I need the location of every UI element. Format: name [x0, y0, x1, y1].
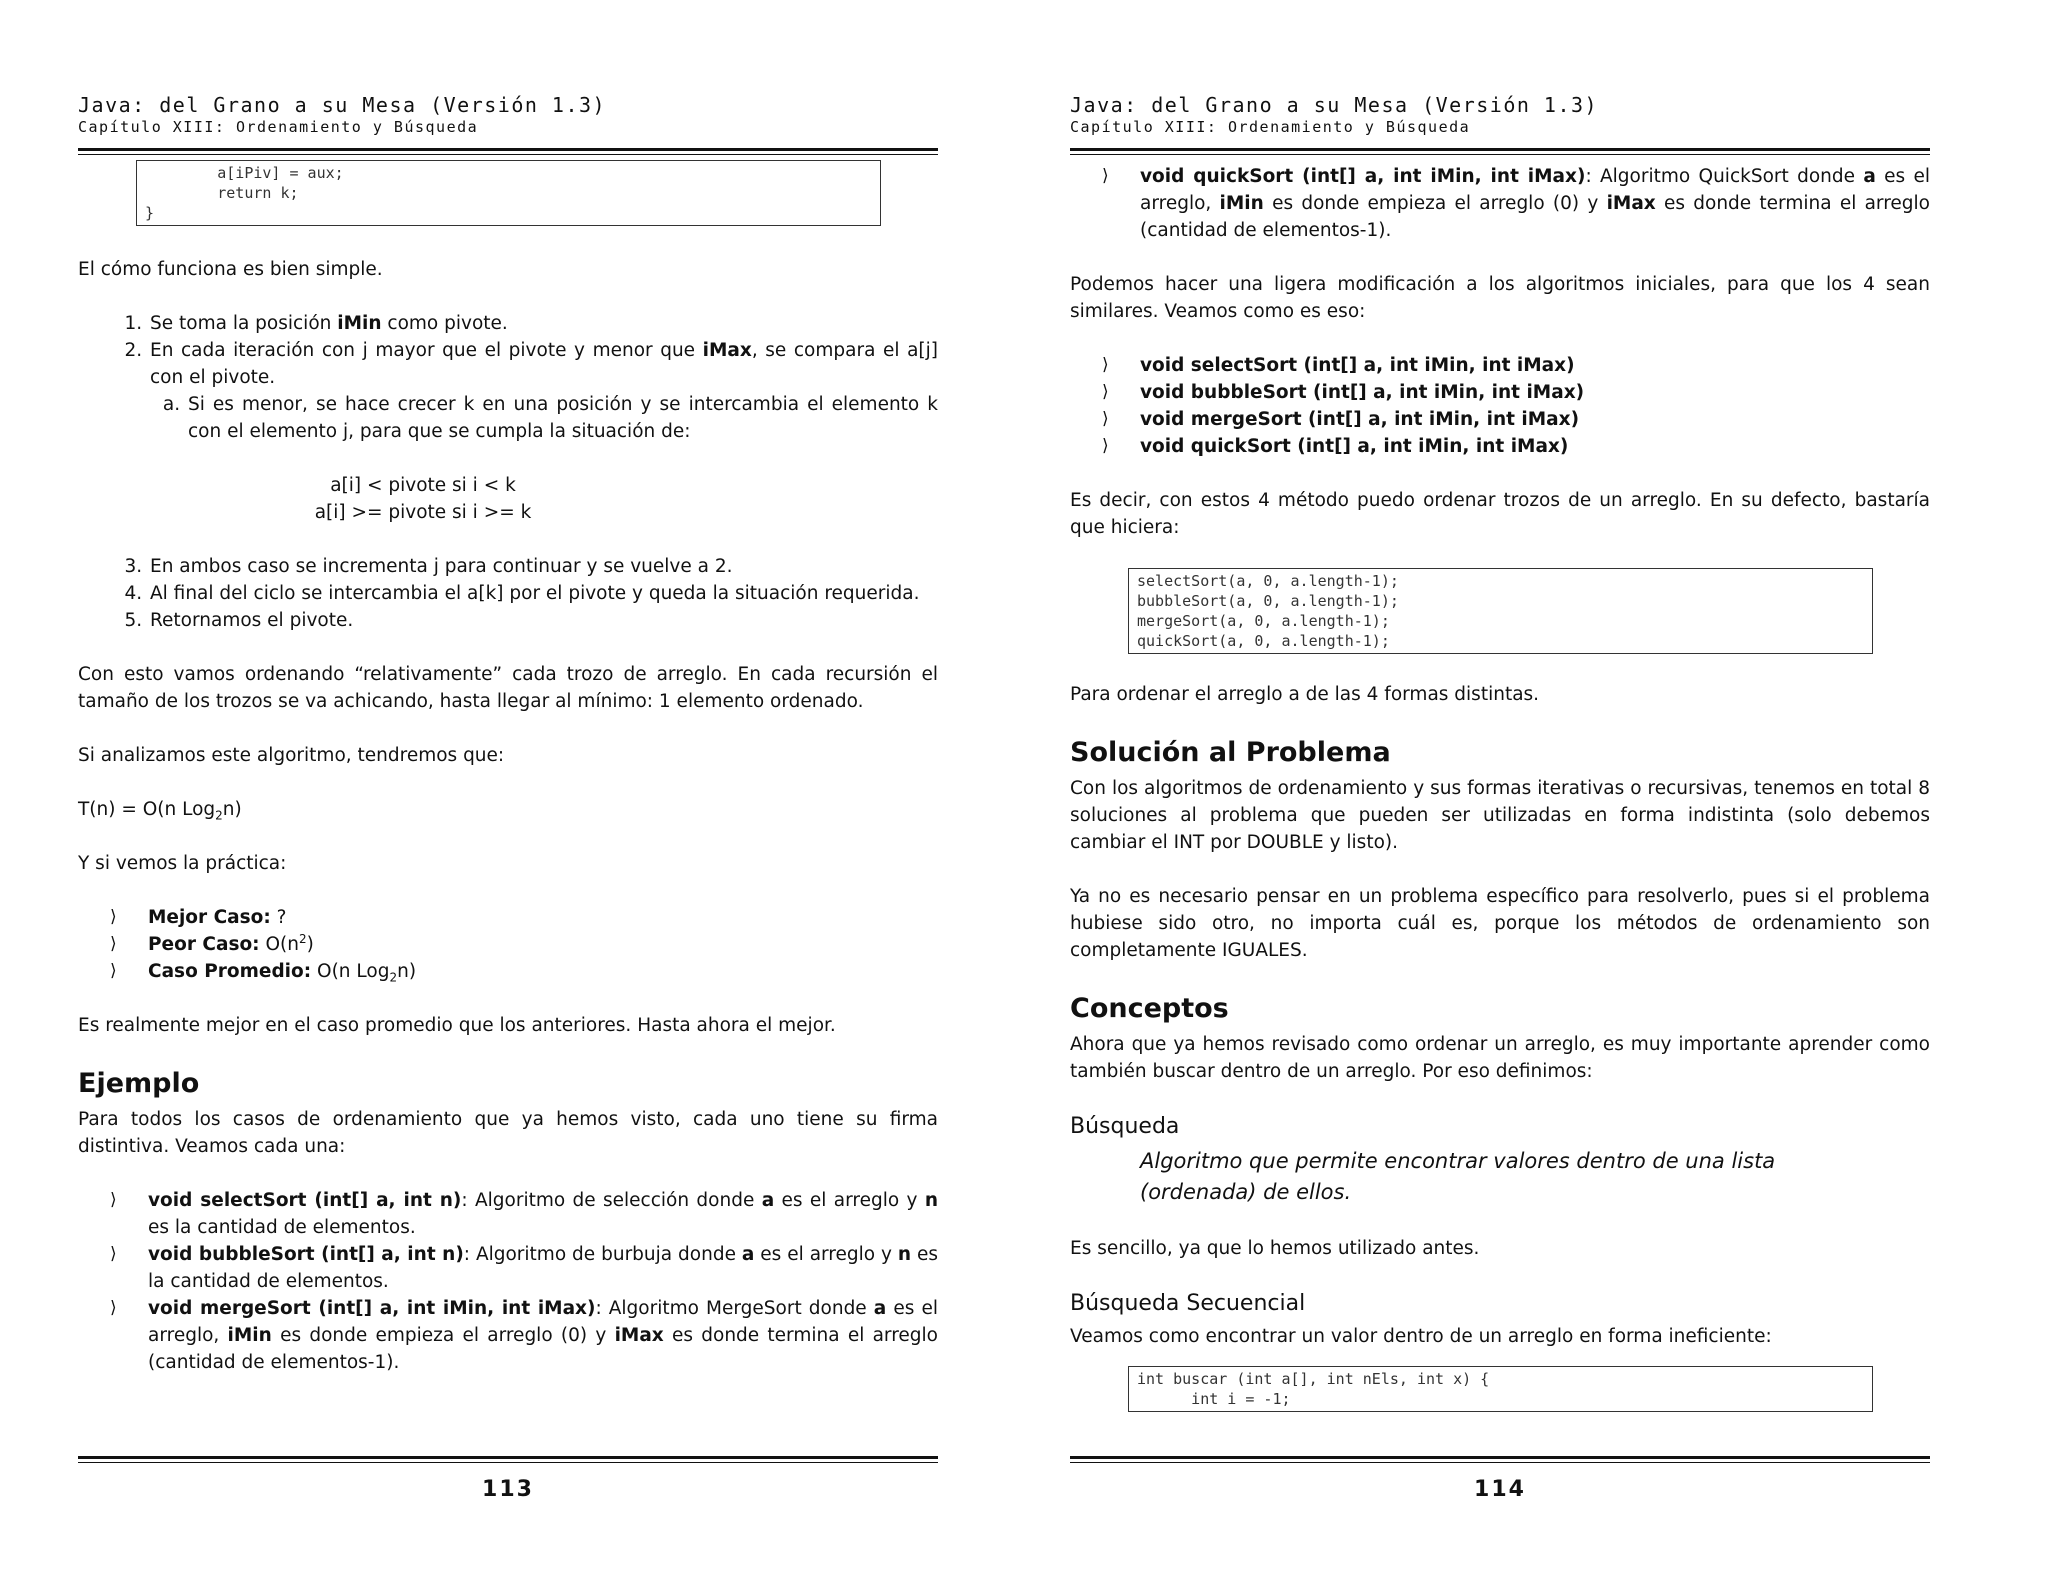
right-page — [1070, 0, 1930, 1582]
cases-list — [78, 904, 938, 985]
merge-sort-signature: ⟩ void mergeSort (int[] a, int iMin, int iMax): Algoritmo MergeSort donde a es el arreglo, iMin es donde empieza el arreglo (0) y iMax es donde termina el arreglo (cantidad de elementos-1). — [148, 1295, 938, 1376]
solution-paragraph: Con los algoritmos de ordenamiento y sus formas iterativas o recursivas, tenemos en total 8 soluciones al problema que pueden ser utilizadas en forma indistinta (solo debemos cambiar el INT por DOUBLE y listo). — [1070, 778, 1930, 853]
steps-list — [78, 310, 938, 634]
code-block-search: int buscar (int a[], int nEls, int x) { int i = -1; — [1128, 1366, 1873, 1412]
uniform-signature: ⟩ void selectSort (int[] a, int iMin, int iMax) — [1140, 352, 1930, 379]
modification-paragraph: Podemos hacer una ligera modificación a los algoritmos iniciales, para que los 4 sean similares. Veamos como es eso: — [1070, 274, 1930, 322]
book-title: Java: del Grano a su Mesa (Versión 1.3) — [1070, 93, 1599, 117]
step-2: 2. En cada iteración con j mayor que el pivote y menor que iMax, se compara el a[j] con el pivote. a. Si es menor, se hace crecer k en una posición y se intercambia el elemento k con el elemento j, para que se cumpla la situación de: a[i] < pivote si i < k a[i] >= pivote si i >= k — [148, 337, 938, 526]
concepts-paragraph: Ahora que ya hemos revisado como ordenar un arreglo, es muy importante aprender como también buscar dentro de un arreglo. Por eso definimos: — [1070, 1034, 1930, 1082]
simple-paragraph: Es sencillo, ya que lo hemos utilizado antes. — [1070, 1238, 1480, 1259]
select-sort-signature: ⟩ void selectSort (int[] a, int n): Algoritmo de selección donde a es el arreglo y n es la cantidad de elementos. — [148, 1187, 938, 1241]
search-definition: Algoritmo que permite encontrar valores dentro de una lista (ordenada) de ellos. — [1140, 1149, 1776, 1204]
condition-1: a[i] < pivote si i < k — [330, 475, 516, 496]
left-page — [78, 0, 938, 1582]
page-number: 113 — [482, 1477, 534, 1502]
header-rule — [1070, 148, 1930, 151]
step-3: 3. En ambos caso se incrementa j para continuar y se vuelve a 2. — [148, 553, 938, 580]
trozos-paragraph: Es decir, con estos 4 método puedo ordenar trozos de un arreglo. En su defecto, bastaría que hiciera: — [1070, 490, 1930, 538]
relative-sort-paragraph: Con esto vamos ordenando “relativamente” cada trozo de arreglo. En cada recursión el tamaño de los trozos se va achicando, hasta llegar al mínimo: 1 elemento ordenado. — [78, 664, 938, 712]
average-conclusion-paragraph: Es realmente mejor en el caso promedio que los anteriores. Hasta ahora el mejor. — [78, 1015, 836, 1036]
uniform-signature: ⟩ void bubbleSort (int[] a, int iMin, int iMax) — [1140, 379, 1930, 406]
sub-steps-list — [150, 391, 938, 526]
heading-example: Ejemplo — [78, 1068, 200, 1099]
book-title: Java: del Grano a su Mesa (Versión 1.3) — [78, 93, 607, 117]
header-rule — [78, 148, 938, 151]
condition-2: a[i] >= pivote si i >= k — [314, 502, 532, 523]
uniform-signature: ⟩ void mergeSort (int[] a, int iMin, int iMax) — [1140, 406, 1930, 433]
worst-case: ⟩ Peor Caso: $O(n^2)$ — [148, 931, 938, 958]
footer-rule — [1070, 1456, 1930, 1459]
average-case: ⟩ Caso Promedio: O(n Log$_2$n) — [148, 958, 938, 985]
footer-rule — [78, 1456, 938, 1459]
left-content — [78, 160, 938, 1403]
four-ways-paragraph: Para ordenar el arreglo a de las 4 formas distintas. — [1070, 684, 1540, 705]
heading-concepts: Conceptos — [1070, 993, 1229, 1024]
best-case: ⟩ Mejor Caso: ? — [148, 904, 938, 931]
quick-sort-signature: ⟩ void quickSort (int[] a, int iMin, int iMax): Algoritmo QuickSort donde a es el arreglo, iMin es donde empieza el arreglo (0) y iMax es donde termina el arreglo (cantidad de elementos-1). — [1140, 163, 1930, 244]
uniform-signature: ⟩ void quickSort (int[] a, int iMin, int iMax) — [1140, 433, 1930, 460]
page-number: 114 — [1474, 1477, 1526, 1502]
code-block-quicksort-end: a[iPiv] = aux; return k; } — [136, 160, 881, 226]
subheading-sequential-search: Búsqueda Secuencial — [1070, 1291, 1306, 1316]
analysis-paragraph: Si analizamos este algoritmo, tendremos que: — [78, 745, 505, 766]
step-1: 1. Se toma la posición iMin como pivote. — [148, 310, 938, 337]
practice-paragraph: Y si vemos la práctica: — [78, 853, 287, 874]
step-2a: a. Si es menor, se hace crecer k en una posición y se intercambia el elemento k con el elemento j, para que se cumpla la situación de: a[i] < pivote si i < k a[i] >= pivote si i >= k — [186, 391, 938, 526]
signatures-list — [78, 1187, 938, 1376]
intro-paragraph: El cómo funciona es bien simple. — [78, 259, 383, 280]
code-block-calls: selectSort(a, 0, a.length-1); bubbleSort(a, 0, a.length-1); mergeSort(a, 0, a.length-1); quickSort(a, 0, a.length-1); — [1128, 568, 1873, 654]
step-4: 4. Al final del ciclo se intercambia el a[k] por el pivote y queda la situación requerida. — [148, 580, 938, 607]
heading-solution: Solución al Problema — [1070, 737, 1391, 768]
chapter-title: Capítulo XIII: Ordenamiento y Búsqueda — [1070, 118, 1471, 136]
chapter-title: Capítulo XIII: Ordenamiento y Búsqueda — [78, 118, 479, 136]
subheading-search: Búsqueda — [1070, 1114, 1180, 1139]
iguales-paragraph: Ya no es necesario pensar en un problema específico para resolverlo, pues si el problema hubiese sido otro, no importa cuál es, porque los métodos de ordenamiento son completamente IGUALES. — [1070, 886, 1930, 961]
step-5: 5. Retornamos el pivote. — [148, 607, 938, 634]
quick-sort-list — [1070, 163, 1930, 244]
example-intro-paragraph: Para todos los casos de ordenamiento que ya hemos visto, cada uno tiene su firma distintiva. Veamos cada una: — [78, 1109, 938, 1157]
right-content — [1070, 163, 1930, 1412]
uniform-signatures-list — [1070, 352, 1930, 460]
bubble-sort-signature: ⟩ void bubbleSort (int[] a, int n): Algoritmo de burbuja donde a es el arreglo y n es la cantidad de elementos. — [148, 1241, 938, 1295]
inefficient-paragraph: Veamos como encontrar un valor dentro de un arreglo en forma ineficiente: — [1070, 1326, 1772, 1347]
complexity-formula: T(n) = O(n Log$_2$n) — [78, 799, 242, 823]
